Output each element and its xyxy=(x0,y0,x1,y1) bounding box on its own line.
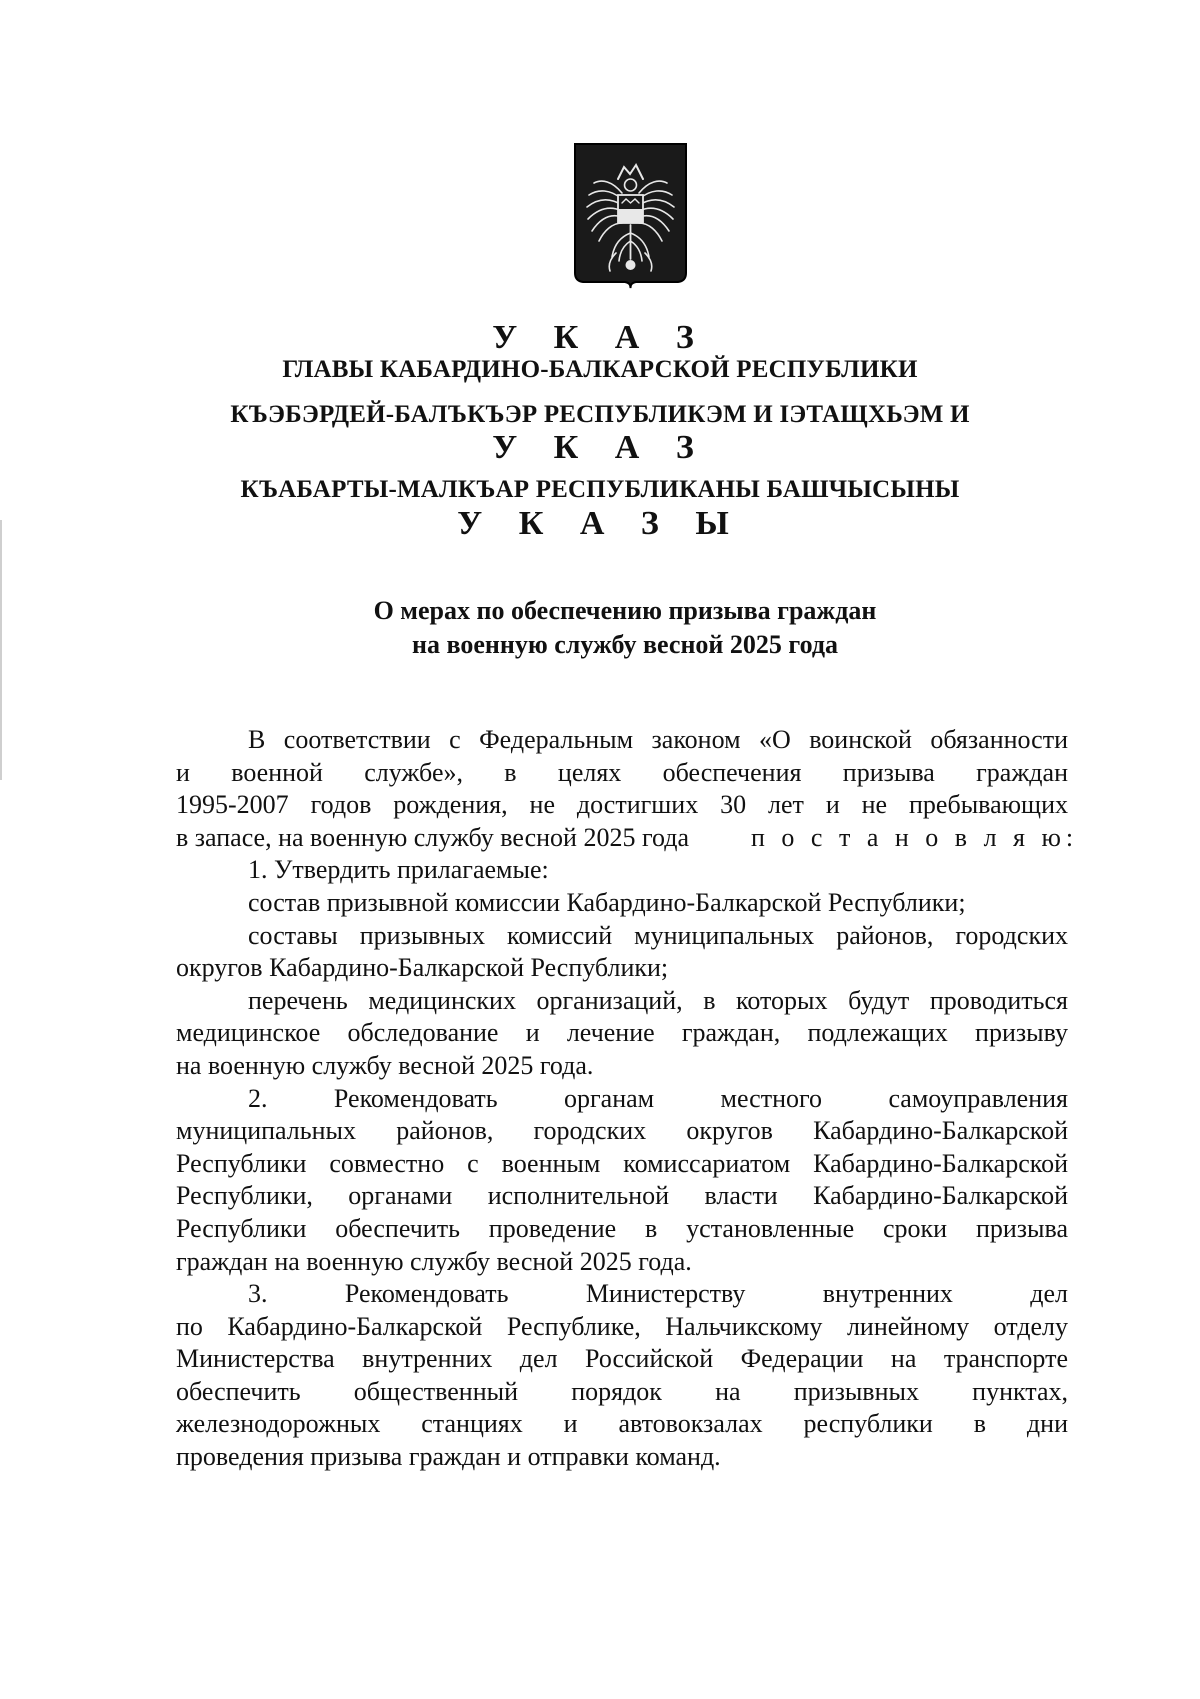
body-line: В соответствии с Федеральным законом «О воинской обязанности xyxy=(248,725,1068,754)
body-line: муниципальных районов, городских округов Кабардино-Балкарской xyxy=(176,1116,1068,1146)
body-line: и военной службе», в целях обеспечения призыва граждан xyxy=(176,757,1068,787)
body-line: Министерства внутренних дел Российской Федерации на транспорте xyxy=(176,1344,1068,1374)
body-line: Республики совместно с военным комиссариатом Кабардино-Балкарской xyxy=(176,1148,1068,1178)
body-line: по Кабардино-Балкарской Республике, Нальчикскому линейному отделу xyxy=(176,1311,1068,1341)
body-line: железнодорожных станциях и автовокзалах республики в дни xyxy=(176,1409,1068,1439)
header-line-russian: ГЛАВЫ КАБАРДИНО-БАЛКАРСКОЙ РЕСПУБЛИКИ xyxy=(282,356,918,383)
body-line: Республики обеспечить проведение в установленные сроки призыва xyxy=(176,1213,1068,1243)
header-ukaz-balkar: У К А З Ы xyxy=(457,505,743,542)
body-line: 2. Рекомендовать органам местного самоуправления xyxy=(248,1083,1068,1113)
body-line: граждан на военную службу весной 2025 года. xyxy=(176,1246,692,1276)
body-line: на военную службу весной 2025 года. xyxy=(176,1050,594,1080)
body-line: перечень медицинских организаций, в которых будут проводиться xyxy=(248,985,1068,1015)
decree-word: п о с т а н о в л я ю: xyxy=(751,822,1079,852)
body-line: в запасе, на военную службу весной 2025 года xyxy=(176,822,690,852)
header-line-balkar: КЪАБАРТЫ-МАЛКЪАР РЕСПУБЛИКАНЫ БАШЧЫСЫНЫ xyxy=(240,476,960,503)
body-line: составы призывных комиссий муниципальных районов, городских xyxy=(248,920,1068,950)
kbr-coat-of-arms-icon xyxy=(572,141,689,289)
document-body xyxy=(176,724,1079,1474)
body-line: состав призывной комиссии Кабардино-Балкарской Республики; xyxy=(248,887,966,917)
body-line: округов Кабардино-Балкарской Республики; xyxy=(176,953,669,983)
header-ukaz-kabardian: У К А З xyxy=(492,429,708,466)
body-line: медицинское обследование и лечение граждан, подлежащих призыву xyxy=(176,1018,1068,1048)
header-line-kabardian: КЪЭБЭРДЕЙ-БАЛЪКЪЭР РЕСПУБЛИКЭМ И IЭТАЩХЬЭМ И xyxy=(230,401,970,428)
body-line: проведения призыва граждан и отправки команд. xyxy=(176,1442,721,1472)
body-line: 3. Рекомендовать Министерству внутренних дел xyxy=(248,1279,1068,1309)
body-line: обеспечить общественный порядок на призывных пунктах, xyxy=(176,1376,1068,1406)
body-line-decree xyxy=(176,822,1079,855)
body-line: 1995-2007 годов рождения, не достигших 30 лет и не пребывающих xyxy=(176,790,1068,820)
header-ukaz-russian: У К А З xyxy=(492,319,708,356)
body-line: 1. Утвердить прилагаемые: xyxy=(248,855,549,885)
body-line: Республики, органами исполнительной власти Кабардино-Балкарской xyxy=(176,1181,1068,1211)
document-title-line-1: О мерах по обеспечению призыва граждан xyxy=(373,596,877,625)
document-title-line-2: на военную службу весной 2025 года xyxy=(412,630,838,659)
